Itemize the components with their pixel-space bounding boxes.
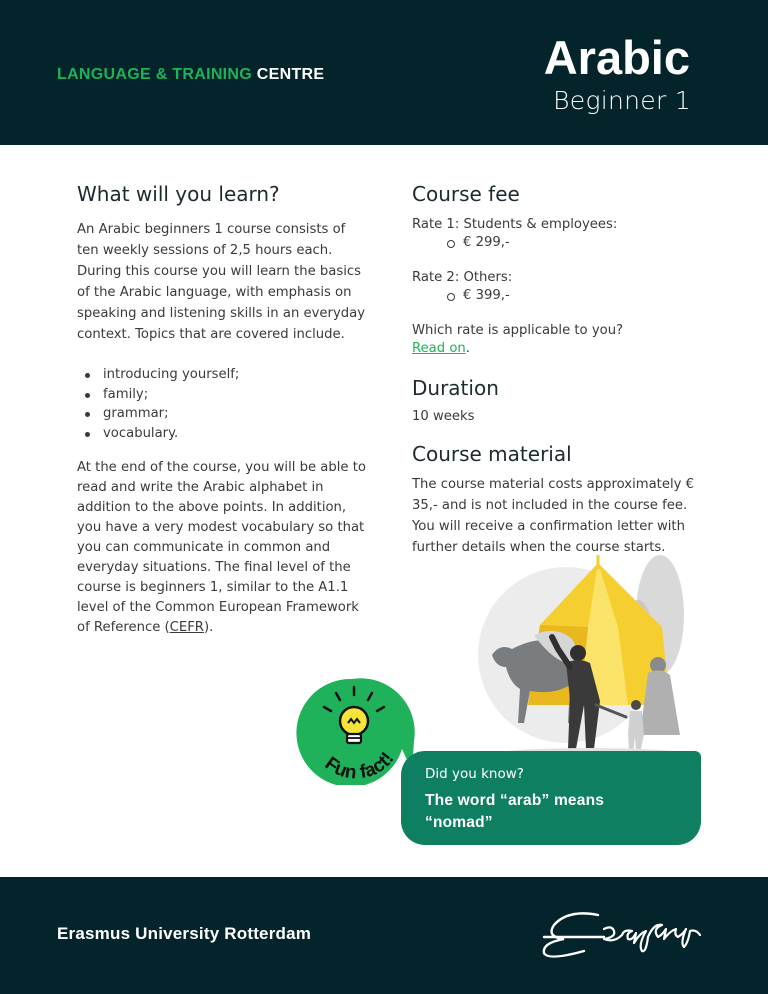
topics-list [77,365,367,443]
fun-fact-bubble [401,751,701,845]
erasmus-logo-icon [540,907,720,959]
read-on-suffix: . [465,341,470,356]
read-on-link[interactable]: Read on [412,341,466,356]
fun-fact-text: Fun fact! [320,748,399,784]
learn-outro [77,458,367,638]
brand-green-text: LANGUAGE & TRAINING [57,66,253,83]
list-item: family; [77,385,367,405]
material-text: The course material costs approximately € 35,- and is not included in the course fee. You will receive a confirmation letter with further details when the course starts. [412,477,694,555]
nomad-illustration [470,555,705,765]
rate2-value: € 399,- [412,287,702,305]
footer-banner [0,877,768,994]
fee-heading: Course fee [412,182,520,206]
learn-outro-end: ). [203,620,214,635]
fun-fact-question: Did you know? [425,766,524,782]
cefr-link[interactable]: CEFR [169,620,204,635]
course-level: Beginner 1 [553,86,691,115]
university-name: Erasmus University Rotterdam [57,924,312,943]
info-column [412,182,702,558]
rate1-value: € 299,- [412,234,702,252]
learn-section [77,182,367,638]
list-item: introducing yourself; [77,365,367,385]
brand-name [57,66,324,84]
duration-heading: Duration [412,376,499,400]
brand-white-text: CENTRE [256,66,325,83]
course-title: Arabic [543,31,690,84]
learn-intro: An Arabic beginners 1 course consists of ten weekly sessions of 2,5 hours each. During this course you will learn the basics of the Arabic language, with emphasis on speaking and listening skills in an everyday context. Topics that are covered include. [77,222,366,342]
rate-question: Which rate is applicable to you? [412,323,624,338]
read-on-line [412,340,702,358]
learn-heading: What will you learn? [77,182,280,206]
material-heading: Course material [412,442,572,466]
rate1-label: Rate 1: Students & employees: [412,217,618,232]
rate2-label: Rate 2: Others: [412,270,513,285]
learn-outro-text: At the end of the course, you will be able to read and write the Arabic alphabet in addition to the above points. In addition, you have a very modest vocabulary so that you can communicate in common and everyday situations. The final level of the course is beginners 1, similar to the A1.1 level of the Common European Framework of Reference ( [77,460,366,635]
fun-fact-answer: The word “arab” means “nomad” [425,792,605,831]
list-item: vocabulary. [77,424,367,444]
header-banner [0,0,768,145]
fun-fact-badge [292,673,416,785]
list-item: grammar; [77,404,367,424]
duration-value: 10 weeks [412,409,475,424]
